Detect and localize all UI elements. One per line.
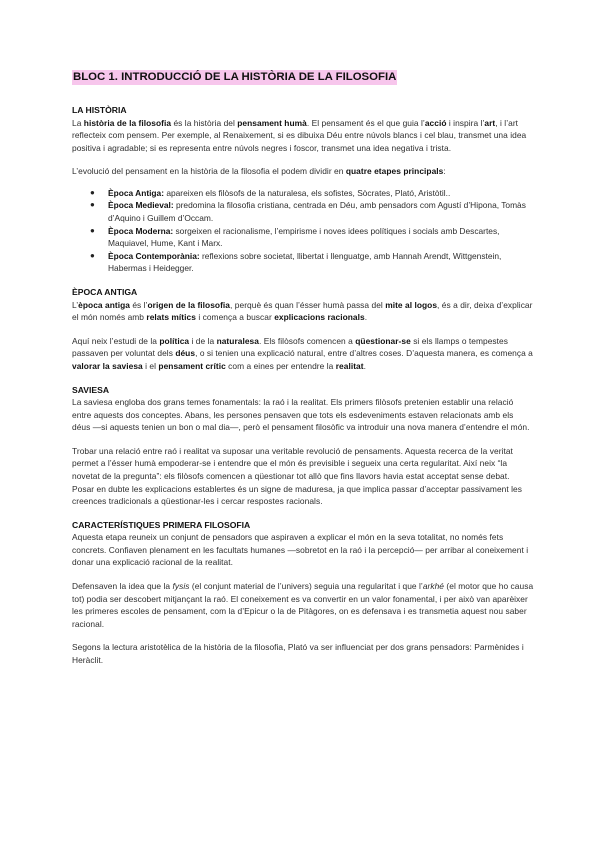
bullet-icon: ● [90,225,95,235]
bullet-icon: ● [90,250,95,260]
text-run: apareixen els filòsofs de la naturalesa, els sofistes, Sòcrates, Plató, Aristòtil.. [164,187,451,198]
text-run: i el [142,360,159,371]
text-run: . Els filòsofs comencen a [258,335,356,346]
text-run: i inspira l’ [446,117,485,128]
section-la-historia [72,104,534,275]
text-run: és l’ [129,299,148,310]
bold-term: Època Antiga: [108,187,164,198]
paragraph [72,531,534,569]
italic-term: fysis [172,581,190,592]
document-body [72,104,534,667]
bold-term: Època Contemporània: [108,250,200,261]
section-heading: SAVIESA [72,384,110,395]
text-run: si els llamps o tempestes passaven per voluntat dels [72,335,508,359]
section-saviesa [72,384,534,508]
section-heading: ÈPOCA ANTIGA [72,287,138,298]
paragraph [72,396,534,434]
text-run: predomina la filosofia cristiana, centrada en Déu, amb pensadors com Agustí d’Hipona, Tomàs d’Aquino i Guillem d’Occam. [108,200,526,224]
text-run: Defensaven la idea que la [72,581,173,592]
bold-term: realitat [335,360,364,371]
text-run: L’ [72,299,79,310]
bold-term: Època Moderna: [108,225,174,236]
bold-term: quatre etapes principals [345,166,444,177]
bold-term: acció [424,117,447,128]
text-run: Trobar una relació entre raó i realitat va suposar una veritable revolució de pensaments. Aquesta recerca de la veritat permet a l’ésser humà empoderar-se i entendre que el món és previsible i segueix una certa regularitat. Així neix “la novetat de la pregunta”: els filòsofs comencen a qüestionar tot allò que fins llavors havia estat acceptat sense debat. Posar en dubte les explicacions establertes és un signe de maduresa, ja que implica passar d’acceptar passivament les creences tradicionals a qüestionar-les i cercar respostes racionals. [72,445,522,507]
text-run: , és a dir, deixa d’explicar el món només amb [72,299,533,323]
bold-term: valorar la saviesa [72,360,143,371]
bold-term: art [484,117,496,128]
list-item [90,199,534,224]
text-run: L’evolució del pensament en la història de la filosofia el podem dividir en [72,166,346,177]
list-item [90,187,534,200]
bold-term: déus [175,348,196,359]
text-run: La saviesa engloba dos grans temes fonamentals: la raó i la realitat. Els primers filòsofs pretenien establir una relació entre aquests dos conceptes. Abans, les persones pensaven que tots els esdeveniments estaven relacionats amb els déus —si aquests tenien un bon o mal dia—, però el pensament filosòfic va introduir una nova manera d’entendre el món. [72,397,530,433]
bold-term: pensament humà [237,117,307,128]
text-run: , perquè és quan l’ésser humà passa del [230,299,386,310]
text-run: com a eines per entendre la [225,360,336,371]
text-run: , o si tenien una explicació natural, entre d’altres coses. D’aquesta manera, es comença a [195,348,533,359]
section-heading: CARACTERÍSTIQUES PRIMERA FILOSOFIA [72,519,251,530]
text-run: La [72,117,84,128]
text-run: : [443,166,446,177]
section-epoca-antiga [72,286,534,372]
paragraph [72,117,534,155]
bold-term: pensament crític [158,360,226,371]
bold-term: origen de la filosofia [147,299,231,310]
text-run: (el motor que ho causa tot) podia ser descobert mitjançant la raó. El coneixement es va convertir en un valor fonamental, i per això van aparèixer les primeres escoles de pensament, com la d’Epicur o la de Pitàgores, on es defensava i es transmetia aquest nou saber racional. [72,581,534,629]
text-run: , i l’art reflecteix com pensem. Per exemple, al Renaixement, si es dibuixa Déu entre núvols blancs i cel blau, transmet una idea positiva i agradable; si es representa entre núvols negres i foscor, transmet una idea negativa i trista. [72,117,527,153]
text-run: reflexions sobre societat, llibertat i llenguatge, amb Hannah Arendt, Wittgenstein, Habermas i Heidegger. [108,250,502,274]
bold-term: política [159,335,190,346]
bold-term: mite al logos [385,299,438,310]
text-run: . [364,312,368,323]
text-run: Segons la lectura aristotèlica de la història de la filosofia, Plató va ser influenciat per dos grans pensadors: Parmènides i Heràclit. [72,642,524,665]
paragraph [72,445,534,508]
bold-term: història de la filosofia [83,117,172,128]
paragraph [72,299,534,324]
section-caracteristiques [72,519,534,667]
document-title: BLOC 1. INTRODUCCIÓ DE LA HISTÒRIA DE LA FILOSOFIA [73,71,397,83]
bold-term: naturalesa [216,335,259,346]
text-run: Aquí neix l’estudi de la [72,335,160,346]
paragraph [72,580,534,630]
list-item [90,225,534,250]
text-run: . [363,360,366,371]
text-run: i de la [189,335,217,346]
etapes-list [72,187,534,275]
bold-term: relats mítics [146,312,196,323]
text-run: sorgeixen el racionalisme, l’empirisme i noves idees polítiques i socials amb Descartes, Maquiavel, Hume, Kant i Marx. [108,225,500,249]
list-item [90,250,534,275]
bullet-icon: ● [90,187,95,197]
bold-term: època antiga [78,299,130,310]
bold-term: Època Medieval: [108,200,174,211]
paragraph [72,165,534,178]
text-run: . El pensament és el que guia l’ [306,117,425,128]
text-run: i comença a buscar [195,312,275,323]
bold-term: explicacions racionals [274,312,365,323]
italic-term: arkhé [422,581,445,592]
paragraph [72,641,534,666]
section-heading: LA HISTÒRIA [72,105,127,115]
bullet-icon: ● [90,200,95,210]
text-run: Aquesta etapa reuneix un conjunt de pensadors que aspiraven a explicar el món en la seva totalitat, no només fets concrets. Confiaven plenament en les facultats humanes —sobretot en la raó i la percepció— per arribar al coneixement i donar una explicació racional de la realitat. [72,532,529,568]
text-run: és la història del [171,117,238,128]
text-run: (el conjunt material de l’univers) seguia una regularitat i que l’ [189,581,423,592]
bold-term: qüestionar-se [355,335,411,346]
paragraph [72,335,534,373]
